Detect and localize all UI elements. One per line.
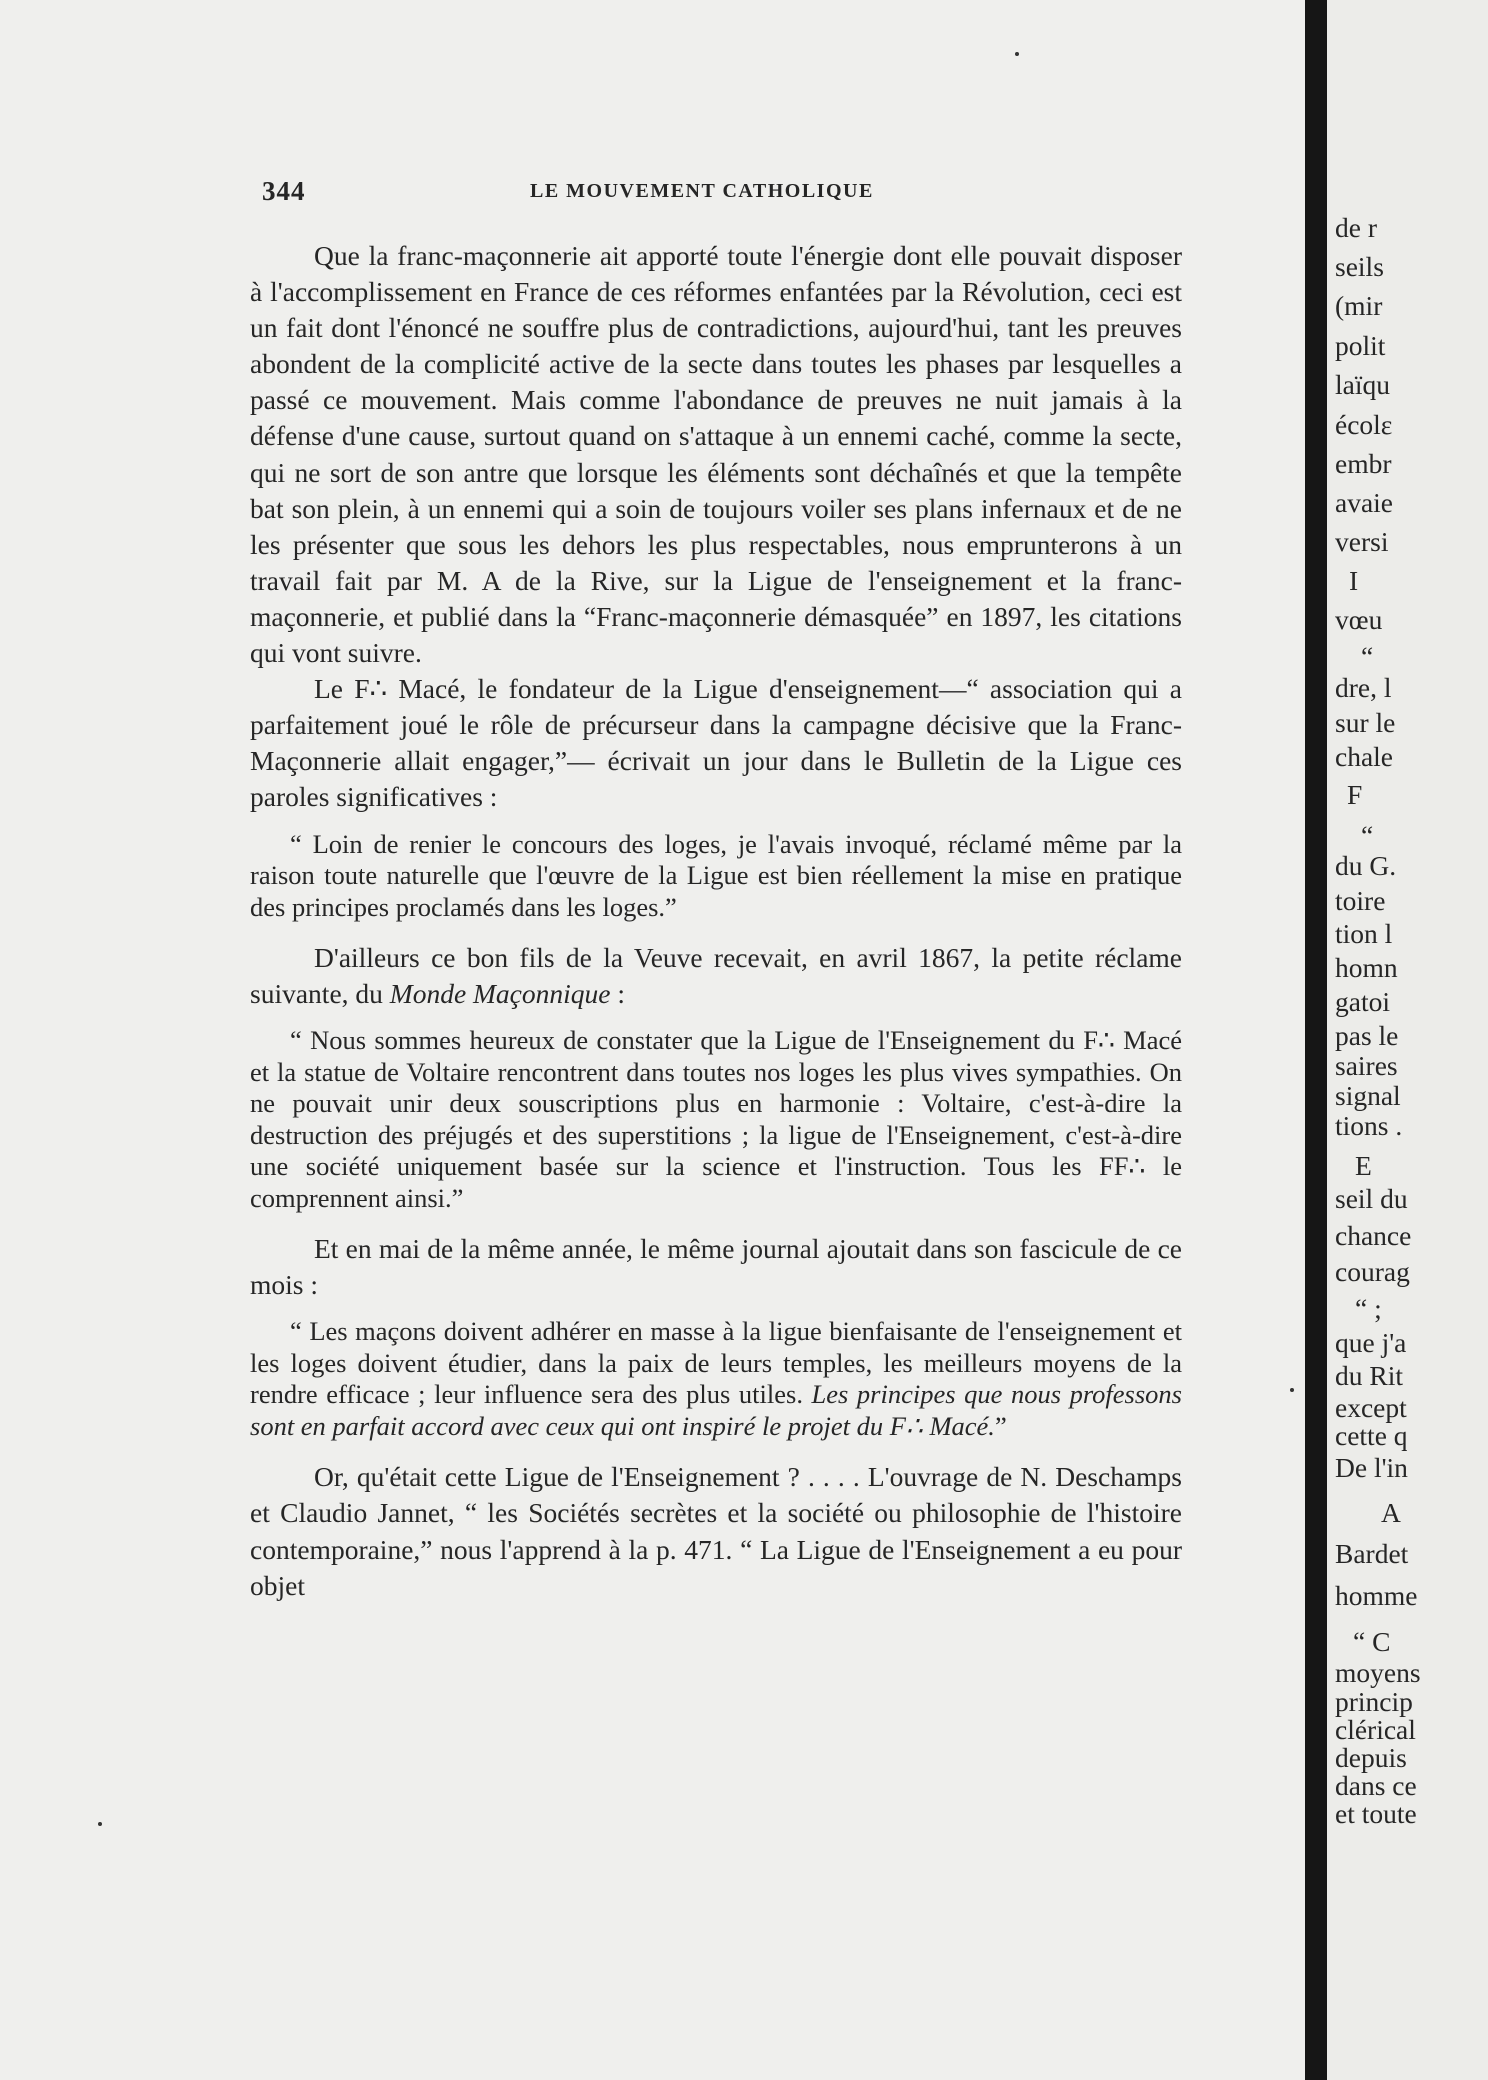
right-page-line: laïqu	[1335, 369, 1390, 400]
right-page-line: sur le	[1335, 707, 1396, 738]
paragraph-4: Et en mai de la même année, le même journal ajoutait dans son fascicule de ce mois :	[250, 1233, 1182, 1301]
right-page-line: clérical	[1335, 1714, 1416, 1745]
right-page-line: “	[1361, 641, 1374, 672]
ink-speck	[1290, 1388, 1294, 1392]
right-page-line: chance	[1335, 1220, 1412, 1251]
page-number: 344	[262, 176, 306, 206]
right-page-line: I	[1349, 565, 1359, 596]
journal-title: Monde Maçonnique	[389, 978, 611, 1010]
right-page-line: chale	[1335, 741, 1394, 772]
right-page-line: pas le	[1335, 1020, 1399, 1051]
right-page-line: de r	[1335, 212, 1377, 243]
quotation-1: “ Loin de renier le concours des loges, je l'avais invoqué, réclamé même par la raison toute naturelle que l'œuvre de la Ligue est bien réellement la mise en pratique des principes proclamés dans les loges.”	[250, 828, 1182, 922]
right-page-line: et toute	[1335, 1798, 1417, 1829]
right-page-line: vœu	[1335, 604, 1383, 635]
right-page-line: cette q	[1335, 1420, 1408, 1451]
ink-speck	[1015, 52, 1019, 56]
page-header	[262, 176, 1182, 206]
right-page-line: F	[1347, 779, 1363, 810]
right-page-line: signal	[1335, 1080, 1401, 1111]
quotation-3	[250, 1316, 1182, 1442]
quotation-3-text: “ Les maçons doivent adhérer en masse à la ligue bienfaisante de l'enseignement et les loges doivent étudier, dans la paix de leurs temples, les meilleurs moyens de la rendre efficace ; leur influence sera des plus utiles.	[250, 1316, 1182, 1410]
right-page-line: homn	[1335, 952, 1398, 983]
right-page-line: tion l	[1335, 918, 1393, 949]
right-page-line: du G.	[1335, 850, 1397, 881]
right-page-line: tions .	[1335, 1110, 1403, 1141]
right-page-line: avaie	[1335, 487, 1394, 518]
quotation-2: “ Nous sommes heureux de constater que la Ligue de l'Enseignement du F∴ Macé et la statue de Voltaire rencontrent dans toutes nos loges les plus vives sympathies. On ne pouvait unir deux souscriptions plus en harmonie : Voltaire, c'est-à-dire la destruction des préjugés et des superstitions ; la ligue de l'Enseignement, c'est-à-dire une société uniquement basée sur la science et l'instruction. Tous les FF∴ le comprennent ainsi.”	[250, 1025, 1182, 1213]
right-page-line: “	[1361, 820, 1374, 851]
right-page-line: polit	[1335, 330, 1386, 361]
right-page-line: except	[1335, 1392, 1407, 1423]
right-page-line: “ ;	[1355, 1293, 1382, 1324]
book-gutter	[1305, 0, 1327, 2080]
right-page-line: du Rit	[1335, 1360, 1403, 1391]
right-page-line: (mir	[1335, 290, 1383, 321]
body-text	[250, 238, 1182, 1604]
right-page-edge	[1327, 0, 1488, 2080]
right-page-line: dre, l	[1335, 672, 1392, 703]
paragraph-3	[250, 940, 1182, 1012]
right-page-line: seils	[1335, 251, 1384, 282]
right-page-line: E	[1355, 1150, 1372, 1181]
right-page-line: écolε	[1335, 409, 1393, 440]
ink-speck	[98, 1822, 102, 1826]
paragraph-1: Que la franc-maçonnerie ait apporté toute l'énergie dont elle pouvait disposer à l'accomplissement en France de ces réformes enfantées par la Révolution, ceci est un fait dont l'énoncé ne souffre plus de contradictions, aujourd'hui, tant les preuves abondent de la complicité active de la secte dans toutes les phases par lesquelles a passé ce mouvement. Mais comme l'abondance de preuves ne nuit jamais à la défense d'une cause, surtout quand on s'attaque à un ennemi caché, comme la secte, qui ne sort de son antre que lorsque les éléments sont déchaînés et que la tempête bat son plein, à un ennemi qui a soin de toujours voiler ses plans infernaux et de ne les présenter que sous les dehors les plus respectables, nous emprunterons à un travail fait par M. A de la Rive, sur la Ligue de l'enseignement et la franc-maçonnerie, et publié dans la “Franc-maçonnerie démasquée” en 1897, les citations qui vont suivre.	[250, 240, 1182, 669]
right-page-line: embr	[1335, 448, 1392, 479]
paragraph-3-text: D'ailleurs ce bon fils de la Veuve recevait, en avril 1867, la petite réclame suivante, du	[250, 942, 1182, 1010]
right-page-line: “ C	[1353, 1626, 1391, 1657]
right-page-line: saires	[1335, 1050, 1398, 1081]
right-page-line: princip	[1335, 1686, 1413, 1717]
right-page-line: gatoi	[1335, 986, 1390, 1017]
right-page-line: depuis	[1335, 1742, 1407, 1773]
right-page-line: que j'a	[1335, 1327, 1407, 1358]
right-page-line: seil du	[1335, 1183, 1408, 1214]
right-page-line: versi	[1335, 526, 1389, 557]
quotation-3-italic: Les principes que nous professons sont en parfait accord avec ceux qui ont inspiré le projet du F∴ Macé.	[250, 1379, 1182, 1441]
paragraph-2: Le F∴ Macé, le fondateur de la Ligue d'enseignement—“ association qui a parfaitement joué le rôle de précurseur dans la campagne décisive que la Franc-Maçonnerie allait engager,”— écrivait un jour dans le Bulletin de la Ligue ces paroles significatives :	[250, 673, 1182, 813]
right-page-line: courag	[1335, 1256, 1410, 1287]
paragraph-3-end: :	[610, 978, 625, 1010]
right-page-line: De l'in	[1335, 1452, 1408, 1483]
paragraph-5: Or, qu'était cette Ligue de l'Enseignement ? . . . . L'ouvrage de N. Deschamps et Claudio Jannet, “ les Sociétés secrètes et la société ou philosophie de l'histoire contemporaine,” nous l'apprend à la p. 471. “ La Ligue de l'Enseignement a eu pour objet	[250, 1461, 1182, 1601]
right-page-line: homme	[1335, 1580, 1418, 1611]
right-page-line: moyens	[1335, 1657, 1421, 1688]
right-page-line: A	[1381, 1497, 1401, 1528]
right-page-line: toire	[1335, 885, 1386, 916]
right-page-line: dans ce	[1335, 1770, 1417, 1801]
right-page-line: Bardet	[1335, 1538, 1409, 1569]
running-title: LE MOUVEMENT CATHOLIQUE	[530, 180, 874, 202]
quotation-3-end: ”	[994, 1410, 1007, 1441]
